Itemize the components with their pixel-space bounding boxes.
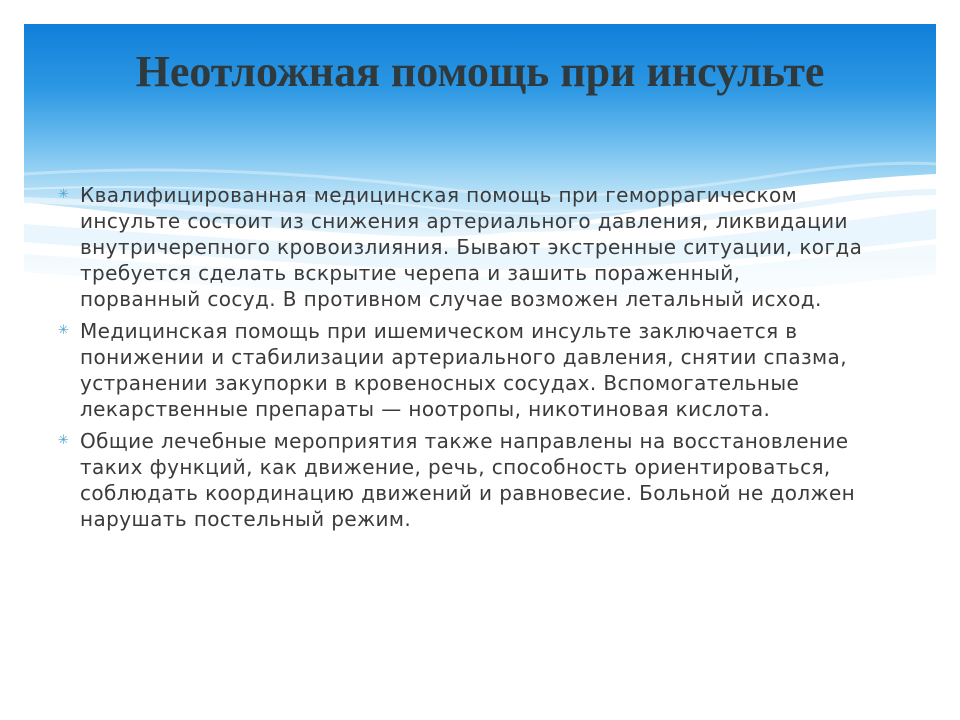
bullet-text: Медицинская помощь при ишемическом инсульте заключается в понижении и стабилизации артериального давления, снятии спазма, устранении закупорки в кровеносных сосудах. Вспомогательные лекарственные препараты — ноотропы, никотиновая кислота. <box>80 319 847 421</box>
bullet-item <box>55 182 865 312</box>
slide-title: Неотложная помощь при инсульте <box>135 47 825 96</box>
bullet-text: Общие лечебные мероприятия также направлены на восстановление таких функций, как движение, речь, способность ориентироваться, соблюдать координацию движений и равновесие. Больной не должен нарушать постельный режим. <box>80 429 856 531</box>
bullet-item <box>55 318 865 422</box>
asterisk-bullet-icon: ✳ <box>58 187 69 202</box>
asterisk-bullet-icon: ✳ <box>58 433 69 448</box>
bullet-item <box>55 428 865 532</box>
asterisk-bullet-icon: ✳ <box>58 323 69 338</box>
slide-body <box>55 182 865 538</box>
bullet-list <box>55 182 865 532</box>
bullet-text: Квалифицированная медицинская помощь при геморрагическом инсульте состоит из снижения артериального давления, ликвидации внутричерепного кровоизлияния. Бывают экстренные ситуации, когда требуется сделать вскрытие черепа и зашить пораженный, порванный сосуд. В противном случае возможен летальный исход. <box>80 183 863 311</box>
